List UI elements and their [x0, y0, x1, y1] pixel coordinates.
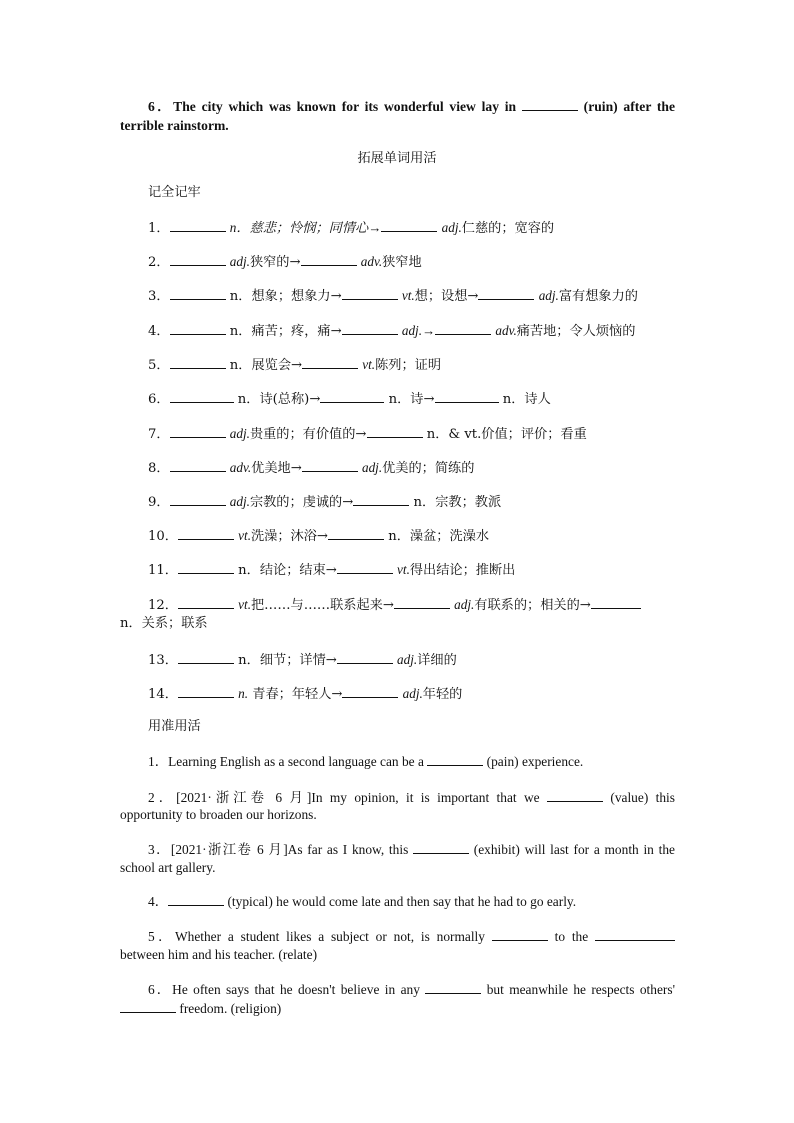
answer-blank[interactable]: [170, 354, 226, 369]
question-5-continuation: between him and his teacher. (relate): [120, 947, 318, 962]
memorize-heading: 记全记牢: [148, 185, 201, 200]
answer-blank[interactable]: [170, 457, 226, 472]
list-item: 7． adj.贵重的；有价值的→ n．& vt.价值；评价；看重: [148, 423, 675, 445]
question-3: 3．[2021·浙江卷 6 月]As far as I know, this (exhibit) will last for a month in the: [148, 839, 675, 860]
list-item: 12． vt.把……与……联系起来→ adj.有联系的；相关的→: [148, 594, 675, 616]
answer-blank[interactable]: [478, 285, 534, 300]
answer-blank[interactable]: [435, 388, 499, 403]
question-6-continuation: freedom. (religion): [120, 998, 675, 1019]
list-item: 1． n．慈悲；怜悯；同情心→ adj.仁慈的；宽容的: [148, 217, 675, 239]
answer-blank[interactable]: [170, 285, 226, 300]
question-3-continuation: school art gallery.: [120, 860, 216, 875]
answer-blank[interactable]: [170, 388, 234, 403]
list-item: 13． n．细节；详情→ adj.详细的: [148, 649, 675, 671]
question-1: 1．Learning English as a second language can be a (pain) experience.: [148, 751, 675, 772]
answer-blank[interactable]: [170, 491, 226, 506]
answer-blank[interactable]: [381, 217, 437, 232]
answer-blank[interactable]: [353, 491, 409, 506]
list-item: 5． n．展览会→ vt.陈列；证明: [148, 354, 675, 376]
answer-blank[interactable]: [328, 525, 384, 540]
question-5: 5．Whether a student likes a subject or not, is normally to the: [148, 926, 675, 947]
answer-blank[interactable]: [367, 423, 423, 438]
answer-blank[interactable]: [394, 594, 450, 609]
answer-blank[interactable]: [178, 559, 234, 574]
list-item-continuation: n．关系；联系: [120, 616, 208, 631]
question-2-continuation: opportunity to broaden our horizons.: [120, 807, 317, 822]
question-6: 6．He often says that he doesn't believe in any but meanwhile he respects others': [148, 979, 675, 1000]
answer-blank[interactable]: [120, 998, 176, 1013]
question-2: 2．[2021·浙江卷 6 月]In my opinion, it is important that we (value) this: [148, 787, 675, 808]
list-item: 11． n．结论；结束→ vt.得出结论；推断出: [148, 559, 675, 581]
answer-blank[interactable]: [413, 839, 469, 854]
list-item: 9． adj.宗教的；虔诚的→ n．宗教；教派: [148, 491, 675, 513]
intro-line-2: terrible rainstorm.: [120, 118, 229, 133]
list-item: 4． n．痛苦；疼，痛→ adj.→ adv.痛苦地；令人烦恼的: [148, 320, 675, 342]
answer-blank[interactable]: [178, 525, 234, 540]
answer-blank[interactable]: [435, 320, 491, 335]
answer-blank[interactable]: [522, 96, 578, 111]
list-item: 2． adj.狭窄的→ adv.狭窄地: [148, 251, 675, 273]
answer-blank[interactable]: [302, 457, 358, 472]
answer-blank[interactable]: [427, 751, 483, 766]
intro-text-b: (ruin) after the: [583, 99, 675, 114]
answer-blank[interactable]: [178, 649, 234, 664]
intro-line-1: [148, 96, 675, 117]
list-item: 10． vt.洗澡；沐浴→ n．澡盆；洗澡水: [148, 525, 675, 547]
answer-blank[interactable]: [301, 251, 357, 266]
answer-blank[interactable]: [342, 285, 398, 300]
list-item: 3． n．想象；想象力→ vt.想；设想→ adj.富有想象力的: [148, 285, 675, 307]
list-item: 8． adv.优美地→ adj.优美的；简练的: [148, 457, 675, 479]
answer-blank[interactable]: [492, 926, 548, 941]
answer-blank[interactable]: [170, 320, 226, 335]
answer-blank[interactable]: [302, 354, 358, 369]
answer-blank[interactable]: [178, 683, 234, 698]
answer-blank[interactable]: [320, 388, 384, 403]
answer-blank[interactable]: [170, 217, 226, 232]
answer-blank[interactable]: [342, 320, 398, 335]
section-title: 拓展单词用活: [357, 151, 437, 166]
answer-blank[interactable]: [170, 251, 226, 266]
answer-blank[interactable]: [342, 683, 398, 698]
question-4: 4． (typical) he would come late and then say that he had to go early.: [148, 891, 675, 912]
answer-blank[interactable]: [337, 649, 393, 664]
intro-text-a: 6．The city which was known for its wonderful view lay in: [148, 99, 517, 114]
answer-blank[interactable]: [170, 423, 226, 438]
answer-blank[interactable]: [337, 559, 393, 574]
usage-heading: 用准用活: [148, 719, 201, 734]
list-item: 6． n．诗(总称)→ n．诗→ n．诗人: [148, 388, 675, 410]
answer-blank[interactable]: [595, 926, 675, 941]
answer-blank[interactable]: [425, 979, 481, 994]
answer-blank[interactable]: [178, 594, 234, 609]
list-item: 14． n. 青春；年轻人→ adj.年轻的: [148, 683, 675, 705]
answer-blank[interactable]: [547, 787, 603, 802]
answer-blank[interactable]: [168, 891, 224, 906]
answer-blank[interactable]: [591, 594, 641, 609]
